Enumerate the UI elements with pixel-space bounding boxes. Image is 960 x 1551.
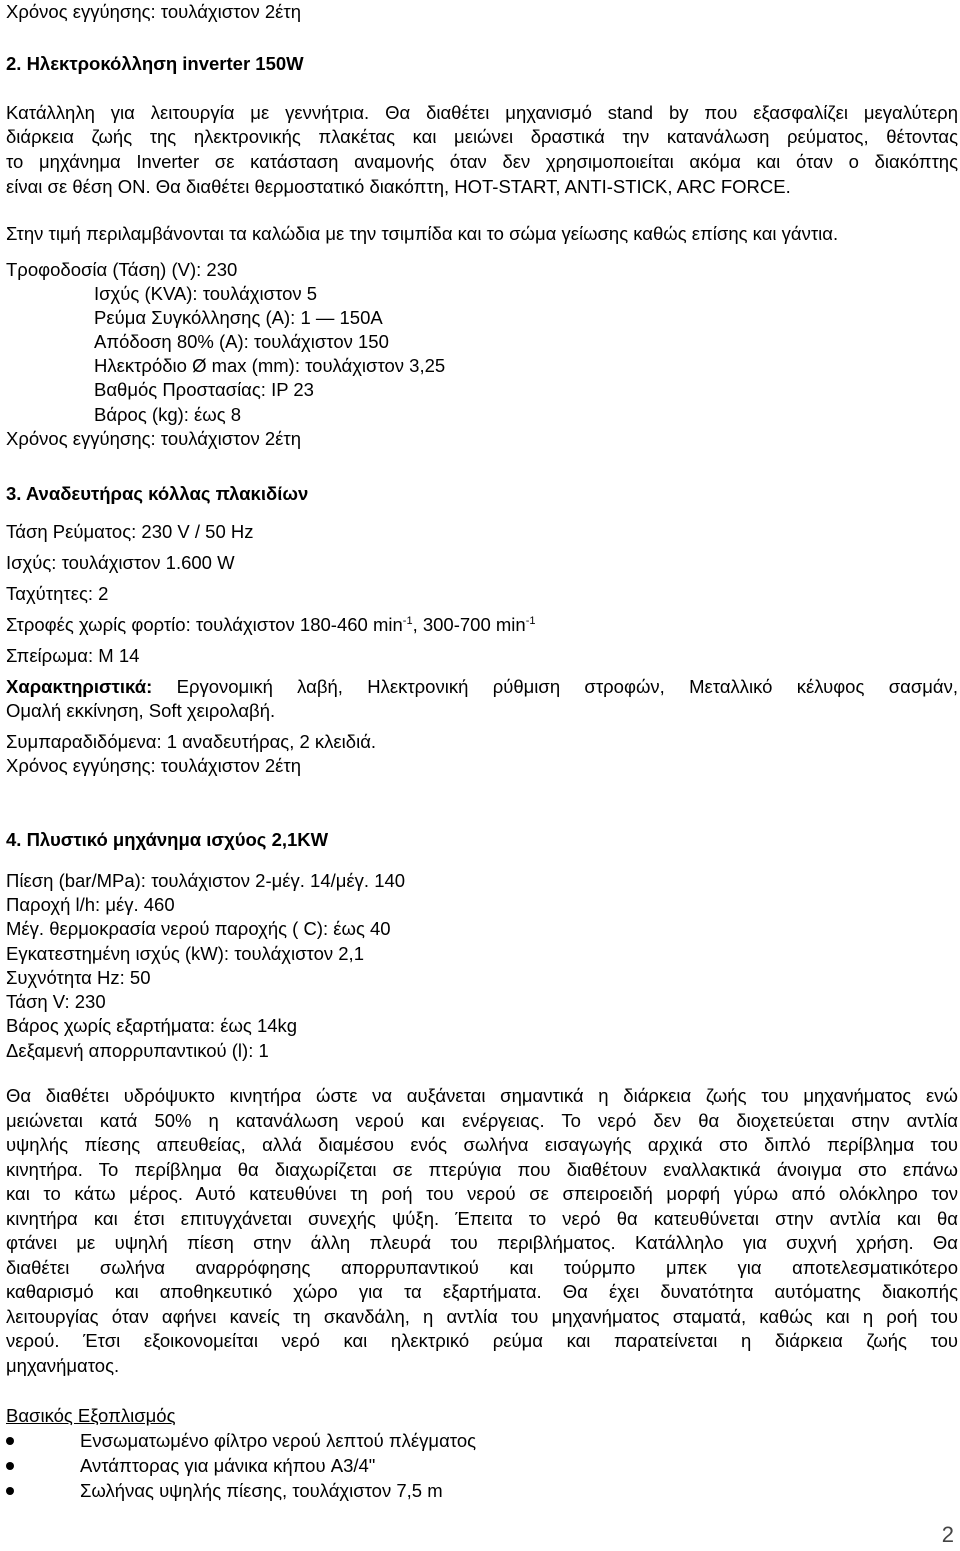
section-2-spec: Ισχύς (KVA): τουλάχιστον 5 [94,283,318,304]
section-4-desc-line: μειώνεται κατά 50% η κατανάλωση νερού και ενέργειας. Το νερό δεν θα διοχετεύεται στην αντλία [6,1110,958,1131]
section-2-desc-line: το μηχάνημα Inverter σε κατάσταση αναμονής όταν δεν χρησιμοποιείται ακόμα και όταν ο διακόπτης [6,151,958,172]
page-number: 2 [941,1522,954,1547]
section-4-title: 4. Πλυστικό μηχάνημα ισχύος 2,1KW [6,829,329,850]
section-4-spec: Εγκατεστημένη ισχύς (kW): τουλάχιστον 2,1 [6,943,364,964]
rpm-text-a: Στροφές χωρίς φορτίο: τουλάχιστον 180-460 min [6,614,403,635]
section-2-supply: Τροφοδοσία (Τάση) (V): 230 [6,259,238,280]
rpm-sup-2: -1 [525,615,536,627]
equipment-item-text: Αντάπτορας για μάνικα κήπου A3/4" [80,1455,376,1476]
section-4-desc-last: μηχανήματος. [6,1355,120,1376]
section-4-desc-line: Θα διαθέτει υδρόψυκτο κινητήρα ώστε να αυξάνεται σημαντικά η διάρκεια ζωής του μηχανήματος ενώ [6,1085,958,1106]
bullet-icon [6,1487,14,1495]
equipment-title: Βασικός Εξοπλισμός [6,1405,176,1426]
section-3-included: Συμπαραδιδόμενα: 1 αναδευτήρας, 2 κλειδιά. [6,731,377,752]
section-4-spec: Δεξαμενή απορρυπαντικού (l): 1 [6,1040,269,1061]
features-text: Εργονομική λαβή, Ηλεκτρονική ρύθμιση στροφών, Μεταλλικό κέλυφος σασμάν, [176,676,958,697]
section-4-spec: Τάση V: 230 [6,991,106,1012]
bullet-icon [6,1462,14,1470]
section-4-spec: Συχνότητα Hz: 50 [6,967,151,988]
section-2-desc-line: Κατάλληλη για λειτουργία με γεννήτρια. Θα διαθέτει μηχανισμό stand by που εξασφαλίζει μεγαλύτερη [6,102,958,123]
section-2-spec: Ηλεκτρόδιο Ø max (mm): τουλάχιστον 3,25 [94,355,446,376]
section-2-spec: Βάρος (kg): έως 8 [94,404,242,425]
section-2-warranty: Χρόνος εγγύησης: τουλάχιστον 2έτη [6,428,302,449]
section-4-desc-line: διαθέτει σωλήνα αναρρόφησης απορρυπαντικού και τούρμπο μπεκ για αποτελεσματικότερο [6,1257,958,1278]
section-3-speeds: Ταχύτητες: 2 [6,583,109,604]
equipment-item-text: Σωλήνας υψηλής πίεσης, τουλάχιστον 7,5 m [80,1480,443,1501]
section-4-desc-line: κινητήρα. Το περίβλημα θα διαχωρίζεται σε πτερύγια που διαθέτουν εναλλακτικά άνοιγμα στο επάνω [6,1159,958,1180]
section-2-spec: Βαθμός Προστασίας: IP 23 [94,379,314,400]
section-2-desc-line: διάρκεια ζωής της ηλεκτρονικής πλακέτας και μειώνει δραστικά την κατανάλωση ρεύματος, θέτοντας [6,126,958,147]
section-3-thread: Σπείρωμα: M 14 [6,645,140,666]
section-4-spec: Μέγ. θερμοκρασία νερού παροχής ( C): έως 40 [6,918,391,939]
section-3-warranty: Χρόνος εγγύησης: τουλάχιστον 2έτη [6,755,302,776]
section-3-rpm [6,613,535,637]
section-4-desc-line: κινητήρα και έτσι επιτυγχάνεται συνεχής ψύξη. Έπειτα το νερό θα κατευθύνεται στην αντλία και θα [6,1208,958,1229]
section-2-title: 2. Ηλεκτροκόλληση inverter 150W [6,53,304,74]
section-3-features-line2: Ομαλή εκκίνηση, Soft χειρολαβή. [6,700,276,721]
section-2-price-note: Στην τιμή περιλαμβάνονται τα καλώδια με την τσιμπίδα και το σώμα γείωσης καθώς επίσης και γάντια. [6,223,839,244]
rpm-text-b: , 300-700 min [412,614,526,635]
bullet-icon [6,1437,14,1445]
section-4-desc-line: νερού. Έτσι εξοικονομείται νερό και ηλεκτρικό ρεύμα και παρατείνεται η διάρκεια ζωής του [6,1330,958,1351]
warranty-line-1: Χρόνος εγγύησης: τουλάχιστον 2έτη [6,1,302,22]
section-4-desc-line: υψηλής πίεσης απευθείας, αλλά διαμέσου ενός σωλήνα εισαγωγής αρχικά στο διπλό περίβλημα του [6,1134,958,1155]
section-3-features [6,675,958,699]
section-3-power: Ισχύς: τουλάχιστον 1.600 W [6,552,235,573]
section-4-desc-line: και το κάτω μέρος. Αυτό κατευθύνει τη ροή του νερού σε σπειροειδή μορφή γύρω από ολόκληρο τον [6,1183,958,1204]
equipment-item-text: Ενσωματωμένο φίλτρο νερού λεπτού πλέγματος [80,1430,477,1451]
rpm-sup-1: -1 [402,615,413,627]
section-3-title: 3. Αναδευτήρας κόλλας πλακιδίων [6,483,309,504]
section-3-voltage: Τάση Ρεύματος: 230 V / 50 Hz [6,521,254,542]
section-2-spec: Απόδοση 80% (A): τουλάχιστον 150 [94,331,389,352]
section-2-spec: Ρεύμα Συγκόλλησης (A): 1 — 150A [94,307,383,328]
section-4-desc-line: καθαρισμό και αποθηκευτικό χώρο για τα εξαρτήματα. Θα έχει δυνατότητα αυτόματης διακοπής [6,1281,958,1302]
section-2-desc-line: είναι σε θέση ON. Θα διαθέτει θερμοστατικό διακόπτη, HOT-START, ANTI-STICK, ARC FORCE. [6,176,791,197]
features-label: Χαρακτηριστικά: [6,676,153,697]
section-4-spec: Πίεση (bar/MPa): τουλάχιστον 2-μέγ. 14/μέγ. 140 [6,870,406,891]
section-4-desc-line: φτάνει με υψηλή πίεση στην άλλη πλευρά του περιβλήματος. Κατάλληλο για συχνή χρήση. Θα [6,1232,958,1253]
section-4-spec: Βάρος χωρίς εξαρτήματα: έως 14kg [6,1015,298,1036]
section-4-spec: Παροχή l/h: μέγ. 460 [6,894,175,915]
section-4-desc-line: λειτουργίας όταν αφήνει κανείς τη σκανδάλη, η αντλία του μηχανήματος σταματά, καθώς και η ροή του [6,1306,958,1327]
